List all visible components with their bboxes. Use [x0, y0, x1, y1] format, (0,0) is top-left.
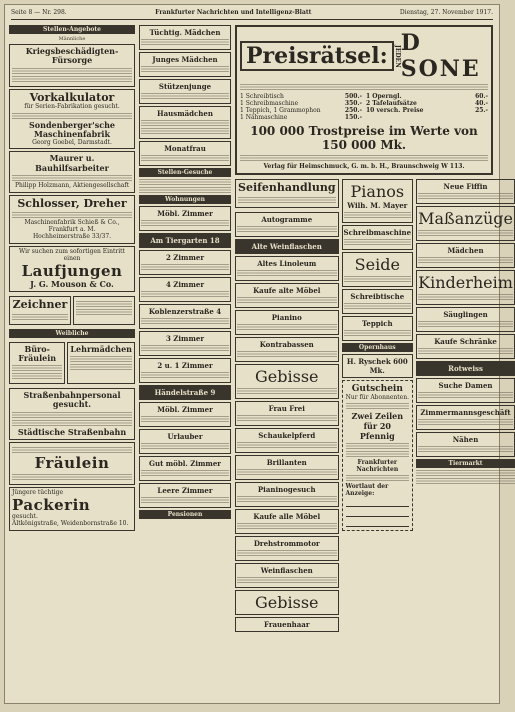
prize-6: 2 Tafelaufsätze: [366, 100, 417, 107]
ad-c2-7: [139, 206, 231, 231]
ad-3c-4-title: Kinderheim: [418, 273, 513, 292]
ad-c2-4-title: Hausmädchen: [157, 109, 213, 118]
ad-c2-2: [139, 52, 231, 77]
ad-small: [73, 296, 135, 325]
ad-c2-8-title: Am Tiergarten 18: [150, 236, 220, 245]
ad-3a-14-title: Pianinogesuch: [257, 484, 316, 494]
ad-3c-4: [416, 270, 515, 305]
prize-4: 1 Nähmaschine: [240, 114, 288, 121]
ad-3c-5: [416, 307, 515, 332]
ad-3a-8-title: Pianino: [271, 312, 302, 322]
ad-packerin-addr: Altkönigstraße, Weidenbornstraße 10.: [12, 520, 129, 528]
ad-maurer: [9, 151, 135, 192]
section-wohnungen: Wohnungen: [139, 195, 231, 204]
ad-3c-5-title: Säuglingen: [443, 310, 488, 319]
ad-3a-19-title: Frauenhaar: [263, 619, 310, 629]
section-pensionen: Pensionen: [139, 510, 231, 519]
ad-3a-7: [235, 283, 339, 308]
ad-c2-11: [139, 304, 231, 329]
ad-c2-12-title: 3 Zimmer: [165, 334, 205, 343]
ad-packerin-pre: Jüngere tüchtige: [12, 489, 64, 497]
ad-strassenbahn: [9, 388, 135, 440]
ad-3a-5: [235, 239, 339, 254]
prize-1-value: 500.-: [344, 93, 362, 100]
ad-lauf-firm: J. G. Mouson & Co.: [30, 279, 114, 290]
ad-3a-15: [235, 509, 339, 534]
ad-fraeulein: [9, 442, 135, 485]
ad-3c-7: [416, 361, 515, 376]
ad-3a-4: [235, 212, 339, 237]
puzzle-firm: Verlag für Heimschmuck, G. m. b. H., Braunschweig W 113.: [263, 163, 465, 170]
ad-3a-18: [235, 590, 339, 615]
ad-c2-13: [139, 358, 231, 383]
ad-3a-9-title: Kontrabassen: [259, 339, 314, 349]
ad-fraeulein-title: Fräulein: [34, 453, 110, 472]
ad-strassenbahn-firm: Städtische Straßenbahn: [17, 426, 127, 437]
ad-3a-12-title: Schaukelpferd: [258, 430, 316, 440]
ad-packerin-title: Packerin: [12, 495, 91, 514]
coupon-foot: Wortlaut der Anzeige:: [345, 483, 389, 497]
ad-3b-1-title: Schreibmaschine: [343, 228, 412, 237]
ad-strassenbahn-title: Straßenbahnpersonal gesucht.: [23, 390, 121, 410]
coupon-firm: Frankfurter Nachrichten: [356, 459, 399, 473]
ad-c2-11-title: Koblenzerstraße 4: [148, 307, 222, 316]
header-right: Dienstag, 27. November 1917.: [399, 9, 493, 16]
ad-3c-2-title: Maßanzüge: [418, 209, 513, 228]
ad-3a-19: [235, 617, 339, 632]
column-3a: [235, 177, 339, 634]
ad-3c-6: [416, 334, 515, 359]
coupon-gutschein: [342, 380, 414, 531]
ad-3c-7-title: Rotweiss: [448, 364, 483, 373]
ad-c2-7-title: Möbl. Zimmer: [157, 209, 213, 218]
ad-3a-16-title: Drehstrommotor: [253, 538, 320, 548]
section-opernhaus: Opernhaus: [342, 343, 414, 352]
ad-c2-16-title: Urlauber: [167, 432, 203, 441]
ad-3c-3: [416, 243, 515, 268]
ad-pianos: [342, 179, 414, 223]
ad-c2-18: [139, 483, 231, 508]
ad-vorkalk-firm: Sondenberger'sche Maschinenfabrik: [29, 120, 115, 140]
ad-3b-1: [342, 225, 414, 250]
ad-3a-13: [235, 455, 339, 480]
ad-3a-13-title: Brillanten: [266, 457, 307, 467]
puzzle-word: D SONE: [400, 30, 481, 82]
ad-3a-11: [235, 401, 339, 426]
column-2: [139, 23, 231, 699]
ad-c2-1: [139, 25, 231, 50]
ad-c2-5-title: Monatfrau: [164, 144, 206, 153]
ad-c2-14: [139, 385, 231, 400]
ad-3a-17-title: Weinflaschen: [260, 565, 313, 575]
ad-3a-6: [235, 256, 339, 281]
prize-4-value: 150.-: [344, 114, 362, 121]
ad-3b-2-title: Seide: [354, 255, 400, 274]
coupon-title: Gutschein: [351, 384, 403, 394]
prize-3-value: 250.-: [344, 107, 362, 114]
ad-3a-10: [235, 364, 339, 399]
header-left: Seite 8 — Nr. 298.: [11, 9, 67, 16]
ad-3a-12: [235, 428, 339, 453]
ad-schlosser-firm: Maschinenfabrik Schieß & Co., Frankfurt a. M.: [24, 219, 120, 234]
ad-vorkalk-sub: für Serien-Fabrikation gesucht.: [24, 103, 120, 111]
ad-c2-13-title: 2 u. 1 Zimmer: [157, 361, 213, 370]
prize-2: 1 Schreibmaschine: [240, 100, 299, 107]
ad-c2-17-title: Gut möbl. Zimmer: [149, 459, 221, 468]
ad-3b-3: [342, 289, 414, 314]
ad-3a-10-title: Gebisse: [255, 366, 319, 386]
ad-3a-8: [235, 310, 339, 335]
puzzle-title: Preisrätsel:: [240, 41, 394, 71]
header-center: Frankfurter Nachrichten und Intelligenz-Blatt: [155, 9, 312, 16]
column-1: [9, 23, 135, 699]
ad-packerin: [9, 487, 135, 531]
ad-3c-10: [416, 432, 515, 457]
ad-maurer-title: Maurer u. Bauhilfsarbeiter: [35, 153, 109, 173]
puzzle-total: 100 000 Trostpreise im Werte von 150 000 Mk.: [250, 124, 478, 152]
column-3: [235, 23, 513, 699]
ad-3a-6-title: Altes Linoleum: [257, 258, 317, 268]
ad-schlosser-title: Schlosser, Dreher: [17, 196, 127, 210]
ad-c2-9-title: 2 Zimmer: [165, 253, 205, 262]
ad-c2-12: [139, 331, 231, 356]
prize-7-value: 25.-: [475, 107, 488, 114]
prize-5-value: 60.-: [475, 93, 488, 100]
ad-buro-title: Büro-Fräulein: [18, 343, 57, 364]
ad-3c-9-title: Zimmermannsgeschäft: [420, 408, 511, 417]
prize-1: 1 Schreibtisch: [240, 93, 284, 100]
ad-maurer-firm: Philipp Holzmann, Aktiengesellschaft: [14, 181, 130, 189]
ad-3a-4-title: Autogramme: [261, 214, 313, 224]
ad-3c-9: [416, 405, 515, 430]
ad-pianos-title: Pianos: [350, 182, 405, 201]
ad-c2-18-title: Leere Zimmer: [157, 486, 213, 495]
ad-kriegs-title: Kriegsbeschädigten-Fürsorge: [25, 46, 119, 66]
ad-3a-18-title: Gebisse: [255, 592, 319, 612]
ad-schlosser: [9, 195, 135, 244]
ad-vorkalkulator: [9, 89, 135, 150]
ad-seifen-title: Seifenhandlung: [238, 181, 336, 194]
page-header: [11, 9, 493, 20]
puzzle-jeden: JEDEN: [393, 44, 401, 68]
ad-c2-2-title: Junges Mädchen: [152, 55, 218, 64]
ad-c2-3-title: Stützenjunge: [158, 82, 212, 91]
section-weibliche: Weibliche: [9, 329, 135, 338]
section-stellen: Stellen-Angebote: [9, 25, 135, 34]
ad-kriegs: [9, 44, 135, 86]
ad-3c-1: [416, 179, 515, 204]
ad-c2-10: [139, 277, 231, 302]
prize-5: 1 Operngl.: [366, 93, 402, 100]
ad-schlosser-addr: Hochheimerstraße 33/37.: [32, 233, 112, 241]
column-3b: [342, 177, 414, 634]
ad-3b-3-title: Schreibtische: [350, 292, 405, 301]
ad-3b-2: [342, 252, 414, 287]
ad-vorkalk-title: Vorkalkulator: [29, 90, 115, 104]
ad-3c-6-title: Kaufe Schränke: [434, 337, 497, 346]
newspaper-page: [4, 4, 513, 704]
ad-3a-9: [235, 337, 339, 362]
ad-3a-11-title: Frau Frei: [268, 403, 305, 413]
ad-c2-14-title: Händelstraße 9: [154, 388, 216, 397]
ad-preisraetsel: [235, 25, 493, 175]
ad-c2-1-title: Tüchtig. Mädchen: [149, 28, 221, 37]
section-tiermarkt: Tiermarkt: [416, 459, 515, 468]
ad-3a-17: [235, 563, 339, 588]
ad-3a-16: [235, 536, 339, 561]
coupon-big: Zwei Zeilen für 20 Pfennig: [351, 411, 404, 441]
ad-3a-5-title: Alte Weinflaschen: [251, 241, 322, 251]
coupon-sub: Nur für Abonnenten.: [345, 394, 410, 401]
ad-3a-14: [235, 482, 339, 507]
column-3c: [416, 177, 515, 634]
ad-zeichner-title: Zeichner: [12, 298, 68, 312]
ad-lauf-pre: Wir suchen zum sofortigen Eintritt einen: [19, 248, 125, 262]
ad-3c-1-title: Neue Fiffin: [443, 182, 488, 191]
ad-lauf-title: Laufjungen: [21, 261, 123, 280]
ad-c2-15-title: Möbl. Zimmer: [157, 405, 213, 414]
ad-3c-10-title: Nähen: [452, 435, 479, 444]
ad-3c-3-title: Mädchen: [447, 246, 484, 255]
ad-3b-4: [342, 316, 414, 341]
ad-buro: [9, 342, 65, 384]
ad-c2-9: [139, 250, 231, 275]
ad-packerin-sub: gesucht.: [12, 513, 38, 521]
ad-c2-10-title: 4 Zimmer: [165, 280, 205, 289]
ad-3b-4-title: Teppich: [361, 319, 393, 328]
prize-6-value: 40.-: [475, 100, 488, 107]
prize-7: 10 versch. Preise: [366, 107, 424, 114]
ad-seifen: [235, 179, 339, 208]
ad-3b-6-title: H. Ryschek 600 Mk.: [346, 357, 408, 375]
prize-3: 1 Teppich, 1 Grammophon: [240, 107, 321, 114]
ad-vorkalk-loc: Georg Goebel, Darmstadt.: [32, 138, 112, 146]
ad-zeichner: [9, 296, 71, 325]
ad-c2-4: [139, 106, 231, 139]
ad-3c-8-title: Suche Damen: [438, 381, 493, 390]
section-gesuche: Stellen-Gesuche: [139, 168, 231, 177]
ad-3c-2: [416, 206, 515, 241]
ad-c2-3: [139, 79, 231, 104]
ad-c2-8: [139, 233, 231, 248]
ad-c2-15: [139, 402, 231, 427]
ad-lehr-title: Lehrmädchen: [70, 343, 132, 354]
ad-c2-17: [139, 456, 231, 481]
ad-3a-15-title: Kaufe alle Möbel: [253, 511, 321, 521]
ad-c2-5: [139, 141, 231, 166]
ad-3a-7-title: Kaufe alte Möbel: [253, 285, 321, 295]
ad-3c-8: [416, 378, 515, 403]
ad-lehrmaedchen: [67, 342, 135, 384]
ad-3b-6: [342, 354, 414, 378]
ad-pianos-firm: Wilh. M. Mayer: [347, 201, 408, 210]
ad-laufjungen: [9, 246, 135, 292]
ad-c2-16: [139, 429, 231, 454]
label-maennliche: Männliche: [58, 36, 86, 42]
prize-2-value: 350.-: [344, 100, 362, 107]
